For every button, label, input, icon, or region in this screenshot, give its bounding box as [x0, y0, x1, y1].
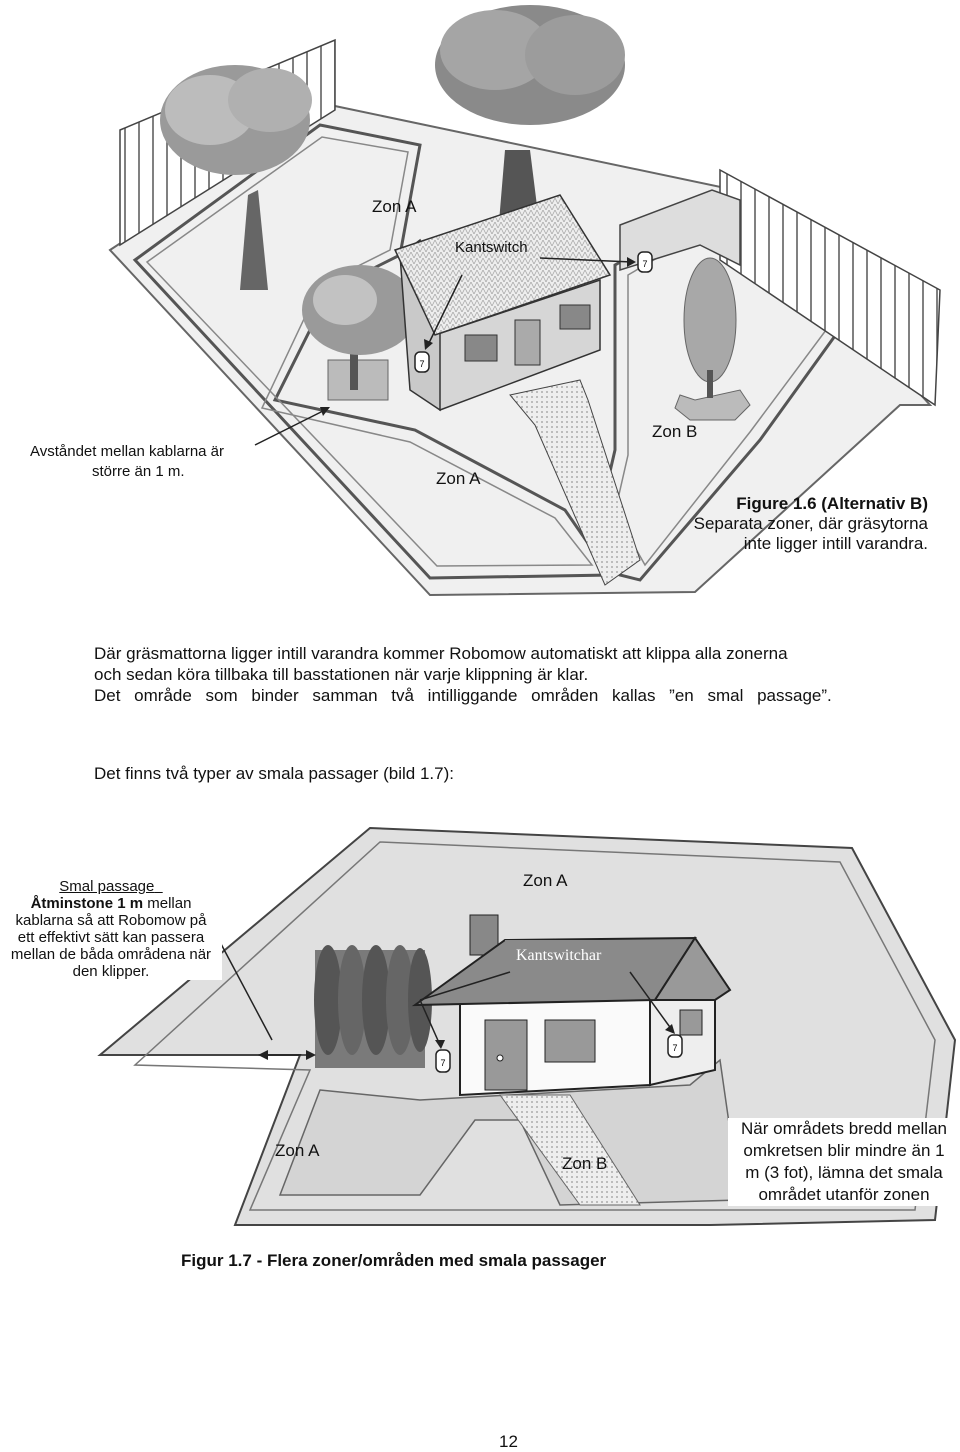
edge-switch-icon: [415, 352, 429, 372]
figure-2-caption: Figur 1.7 - Flera zoner/områden med smala passager: [181, 1251, 607, 1270]
narrow-passage-text: den klipper.: [72, 963, 150, 980]
zone-b-label: Zon B: [652, 422, 698, 441]
distance-note-line1: Avståndet mellan kablarna är: [30, 443, 225, 460]
narrow-passage-text: kablarna så att Robomow på: [15, 912, 207, 929]
figure-1-caption: [608, 494, 928, 554]
figure-1-caption-line2: inte ligger intill varandra.: [743, 534, 928, 553]
width-note: [728, 1118, 960, 1206]
svg-text:7: 7: [440, 1058, 446, 1068]
edge-switch-icon: [638, 252, 652, 272]
zone-a-label: Zon A: [436, 469, 481, 488]
width-note-line: området utanför zonen: [758, 1185, 930, 1204]
narrow-passage-text: mellan de båda områdena när: [10, 946, 212, 963]
edge-switch-icon: [668, 1035, 682, 1057]
figure-1-caption-title: Figure 1.6 (Alternativ B): [736, 494, 928, 513]
width-note-line: omkretsen blir mindre än 1: [743, 1141, 945, 1160]
zone-a-label: Zon A: [372, 197, 417, 216]
body-paragraph-1: [94, 643, 894, 706]
paragraph-line: Det område som binder samman två intilliggande områden kallas ”en smal passage”.: [94, 686, 832, 705]
svg-text:7: 7: [419, 359, 425, 369]
page-number: 12: [499, 1432, 518, 1451]
zone-b-label: Zon B: [562, 1154, 608, 1173]
body-paragraph-2: Det finns två typer av smala passager (bild 1.7):: [94, 764, 454, 783]
width-note-line: m (3 fot), lämna det smala: [745, 1163, 943, 1182]
paragraph-line: och sedan köra tillbaka till basstationen när varje klippning är klar.: [94, 665, 589, 684]
narrow-passage-note: [0, 878, 222, 980]
svg-text:7: 7: [672, 1043, 678, 1053]
narrow-passage-bold: Åtminstone 1 m: [30, 895, 144, 912]
distance-note-line2: större än 1 m.: [92, 463, 185, 480]
narrow-passage-text: mellan: [143, 895, 192, 912]
figure-1-caption-line1: Separata zoner, där gräsytorna: [693, 514, 928, 533]
edge-switch-icon: [436, 1050, 450, 1072]
hedge-icon: [314, 945, 432, 1068]
kantswitchar-label: Kantswitchar: [516, 947, 602, 964]
narrow-passage-title: Smal passage: [59, 878, 155, 895]
svg-text:7: 7: [642, 259, 648, 269]
paragraph-line: Där gräsmattorna ligger intill varandra kommer Robomow automatiskt att klippa alla zonerna: [94, 644, 788, 663]
kantswitch-label: Kantswitch: [455, 239, 528, 256]
width-note-line: När områdets bredd mellan: [741, 1119, 947, 1138]
zone-a-label: Zon A: [275, 1141, 320, 1160]
narrow-passage-text: ett effektivt sätt kan passera: [17, 929, 205, 946]
zone-a-label: Zon A: [523, 871, 568, 890]
